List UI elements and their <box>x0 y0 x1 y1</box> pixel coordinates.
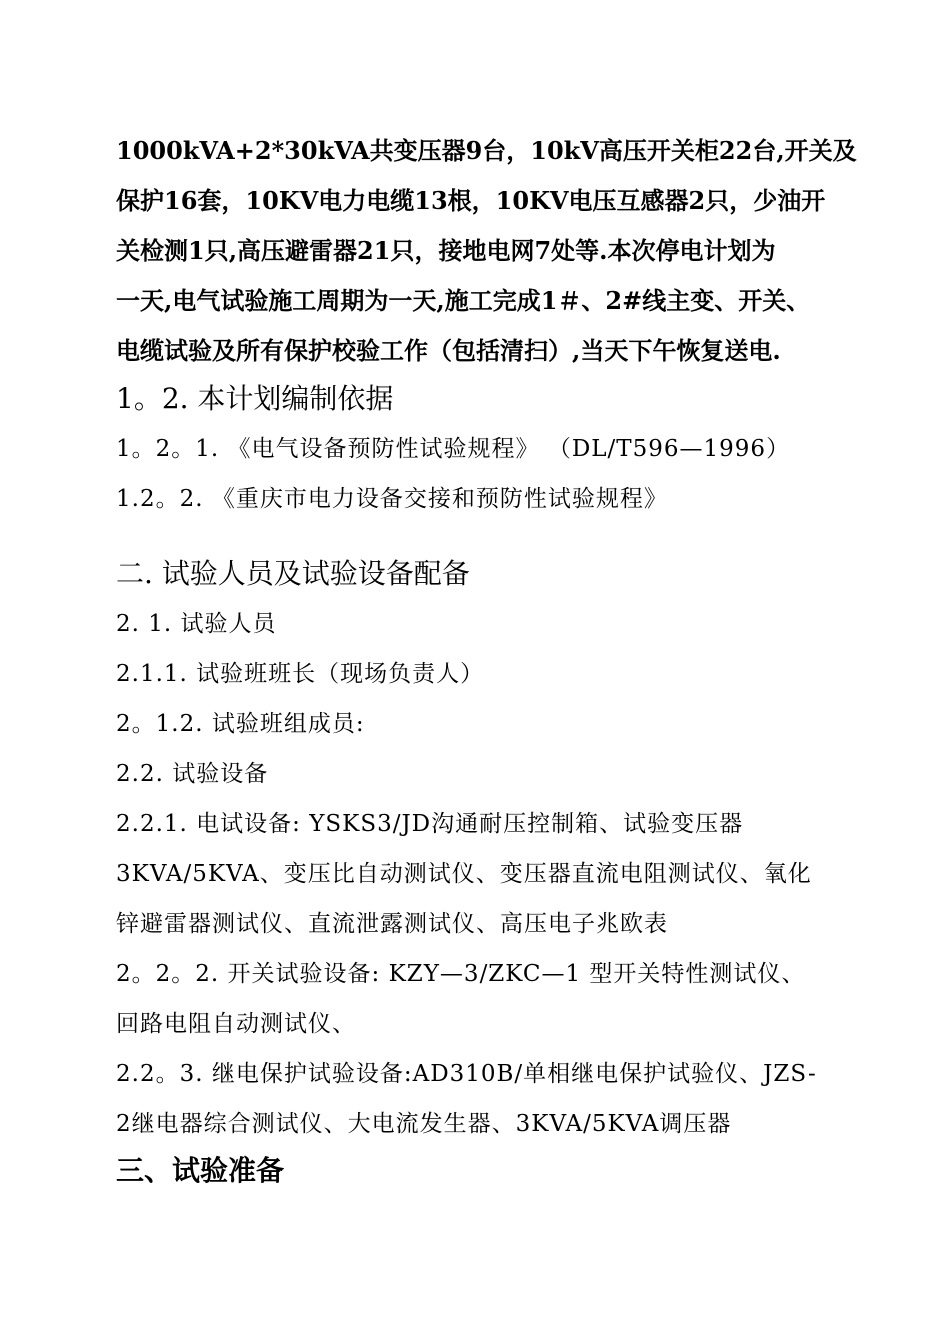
section-2-2-heading: 2.2. 试验设备 <box>116 761 269 787</box>
section-1-2-item-1: 1。2。1. 《电气设备预防性试验规程》 （DL/T596—1996） <box>116 436 791 462</box>
section-2-heading: 二. 试验人员及试验设备配备 <box>116 557 470 590</box>
paragraph-line-4: 一天,电气试验施工周期为一天,施工完成1＃、2#线主变、开关、 <box>116 286 811 315</box>
section-1-2-item-2: 1.2。2. 《重庆市电力设备交接和预防性试验规程》 <box>116 486 668 512</box>
section-2-2-3-line-1: 2.2。3. 继电保护试验设备:AD310B/单相继电保护试验仪、JZS- <box>116 1061 817 1087</box>
section-2-2-1-line-3: 锌避雷器测试仪、直流泄露测试仪、高压电子兆欧表 <box>116 911 668 937</box>
section-2-2-1-line-2: 3KVA/5KVA、变压比自动测试仪、变压器直流电阻测试仪、氧化 <box>116 861 812 887</box>
section-3-heading: 三、试验准备 <box>116 1154 285 1187</box>
paragraph-line-2: 保护16套，10KV电力电缆13根，10KV电压互感器2只，少油开 <box>116 186 826 215</box>
section-2-1-heading: 2. 1. 试验人员 <box>116 611 277 637</box>
section-2-2-1-line-1: 2.2.1. 电试设备: YSKS3/JD沟通耐压控制箱、试验变压器 <box>116 811 744 837</box>
section-2-2-3-line-2: 2继电器综合测试仪、大电流发生器、3KVA/5KVA调压器 <box>116 1111 732 1137</box>
section-2-1-1-item: 2.1.1. 试验班班长（现场负责人） <box>116 661 485 687</box>
section-1-2-heading: 1。2. 本计划编制依据 <box>116 382 394 415</box>
section-2-2-2-line-2: 回路电阻自动测试仪、 <box>116 1011 356 1037</box>
section-2-1-2-item: 2。1.2. 试验班组成员: <box>116 711 365 737</box>
section-2-2-2-line-1: 2。2。2. 开关试验设备: KZY—3/ZKC—1 型开关特性测试仪、 <box>116 961 806 987</box>
paragraph-line-5: 电缆试验及所有保护校验工作（包括清扫）,当天下午恢复送电. <box>116 336 781 365</box>
paragraph-line-1: 1000kVA+2*30kVA共变压器9台，10kV高压开关柜22台,开关及 <box>116 136 857 165</box>
paragraph-line-3: 关检测1只,高压避雷器21只，接地电网7处等.本次停电计划为 <box>116 236 776 265</box>
